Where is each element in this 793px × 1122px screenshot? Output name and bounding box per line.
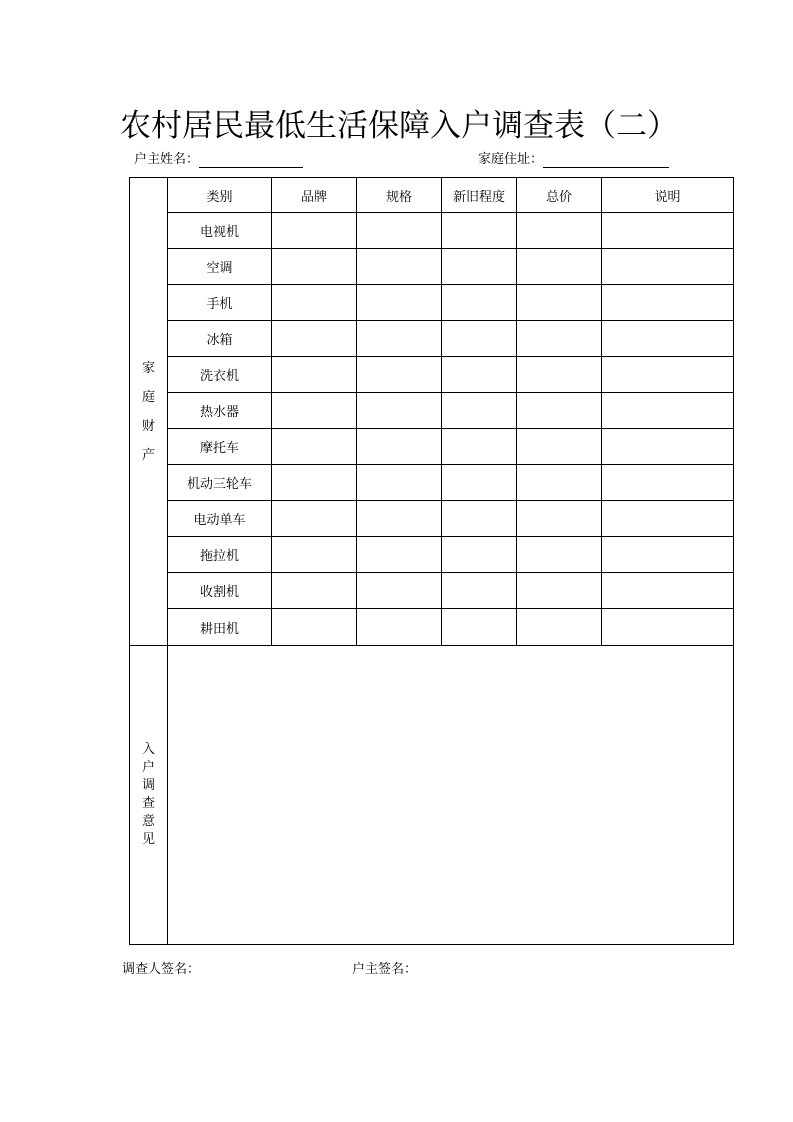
notes-cell[interactable] xyxy=(602,429,734,465)
condition-cell[interactable] xyxy=(442,213,517,249)
item-label: 热水器 xyxy=(168,393,272,429)
condition-cell[interactable] xyxy=(442,249,517,285)
item-label: 冰箱 xyxy=(168,321,272,357)
notes-cell[interactable] xyxy=(602,393,734,429)
total-price-cell[interactable] xyxy=(517,357,602,393)
owner-signature-label: 户主签名： xyxy=(352,962,418,977)
item-label: 收割机 xyxy=(168,573,272,609)
spec-cell[interactable] xyxy=(357,393,442,429)
condition-cell[interactable] xyxy=(442,357,517,393)
brand-cell[interactable] xyxy=(272,573,357,609)
item-label: 拖拉机 xyxy=(168,537,272,573)
notes-cell[interactable] xyxy=(602,609,734,646)
table-row xyxy=(130,573,734,609)
table-row xyxy=(130,213,734,249)
brand-cell[interactable] xyxy=(272,465,357,501)
brand-cell[interactable] xyxy=(272,249,357,285)
total-price-cell[interactable] xyxy=(517,573,602,609)
brand-cell[interactable] xyxy=(272,609,357,646)
investigator-signature-label: 调查人签名： xyxy=(122,962,201,977)
column-header-notes: 说明 xyxy=(602,178,734,213)
spec-cell[interactable] xyxy=(357,429,442,465)
notes-cell[interactable] xyxy=(602,573,734,609)
column-header-category: 类别 xyxy=(168,178,272,213)
survey-table xyxy=(129,177,734,945)
address-field xyxy=(478,152,669,168)
owner-name-blank[interactable] xyxy=(199,153,303,168)
notes-cell[interactable] xyxy=(602,321,734,357)
brand-cell[interactable] xyxy=(272,321,357,357)
total-price-cell[interactable] xyxy=(517,537,602,573)
condition-cell[interactable] xyxy=(442,573,517,609)
item-label: 洗衣机 xyxy=(168,357,272,393)
brand-cell[interactable] xyxy=(272,285,357,321)
item-label: 机动三轮车 xyxy=(168,465,272,501)
spec-cell[interactable] xyxy=(357,249,442,285)
item-label: 摩托车 xyxy=(168,429,272,465)
spec-cell[interactable] xyxy=(357,213,442,249)
total-price-cell[interactable] xyxy=(517,249,602,285)
owner-name-label: 户主姓名： xyxy=(134,152,200,167)
notes-cell[interactable] xyxy=(602,537,734,573)
address-blank[interactable] xyxy=(543,153,669,168)
column-header-brand: 品牌 xyxy=(272,178,357,213)
column-header-total-price: 总价 xyxy=(517,178,602,213)
page-title: 农村居民最低生活保障入户调查表（二） xyxy=(120,108,678,144)
brand-cell[interactable] xyxy=(272,357,357,393)
column-header-condition: 新旧程度 xyxy=(442,178,517,213)
table-row xyxy=(130,465,734,501)
table-row xyxy=(130,249,734,285)
owner-name-field xyxy=(134,152,303,168)
section-label-household-assets: 家 庭 财 产 xyxy=(130,178,168,646)
opinion-text-area[interactable] xyxy=(168,646,734,945)
condition-cell[interactable] xyxy=(442,465,517,501)
condition-cell[interactable] xyxy=(442,501,517,537)
item-label: 手机 xyxy=(168,285,272,321)
brand-cell[interactable] xyxy=(272,537,357,573)
total-price-cell[interactable] xyxy=(517,465,602,501)
notes-cell[interactable] xyxy=(602,501,734,537)
brand-cell[interactable] xyxy=(272,429,357,465)
spec-cell[interactable] xyxy=(357,321,442,357)
condition-cell[interactable] xyxy=(442,393,517,429)
total-price-cell[interactable] xyxy=(517,285,602,321)
notes-cell[interactable] xyxy=(602,357,734,393)
spec-cell[interactable] xyxy=(357,357,442,393)
table-row xyxy=(130,537,734,573)
total-price-cell[interactable] xyxy=(517,501,602,537)
spec-cell[interactable] xyxy=(357,465,442,501)
brand-cell[interactable] xyxy=(272,501,357,537)
table-row xyxy=(130,393,734,429)
section-label-survey-opinion: 入 户 调 查 意 见 xyxy=(130,646,168,945)
column-header-spec: 规格 xyxy=(357,178,442,213)
spec-cell[interactable] xyxy=(357,285,442,321)
table-row xyxy=(130,501,734,537)
condition-cell[interactable] xyxy=(442,321,517,357)
spec-cell[interactable] xyxy=(357,573,442,609)
item-label: 电动单车 xyxy=(168,501,272,537)
total-price-cell[interactable] xyxy=(517,321,602,357)
condition-cell[interactable] xyxy=(442,285,517,321)
total-price-cell[interactable] xyxy=(517,393,602,429)
condition-cell[interactable] xyxy=(442,537,517,573)
notes-cell[interactable] xyxy=(602,285,734,321)
table-row xyxy=(130,429,734,465)
opinion-row xyxy=(130,646,734,945)
table-header-row xyxy=(130,178,734,213)
item-label: 耕田机 xyxy=(168,609,272,646)
table-row xyxy=(130,321,734,357)
item-label: 空调 xyxy=(168,249,272,285)
notes-cell[interactable] xyxy=(602,465,734,501)
condition-cell[interactable] xyxy=(442,609,517,646)
table-row xyxy=(130,357,734,393)
notes-cell[interactable] xyxy=(602,213,734,249)
spec-cell[interactable] xyxy=(357,537,442,573)
brand-cell[interactable] xyxy=(272,213,357,249)
table-row xyxy=(130,609,734,646)
table-row xyxy=(130,285,734,321)
brand-cell[interactable] xyxy=(272,393,357,429)
total-price-cell[interactable] xyxy=(517,429,602,465)
total-price-cell[interactable] xyxy=(517,609,602,646)
spec-cell[interactable] xyxy=(357,609,442,646)
spec-cell[interactable] xyxy=(357,501,442,537)
notes-cell[interactable] xyxy=(602,249,734,285)
item-label: 电视机 xyxy=(168,213,272,249)
condition-cell[interactable] xyxy=(442,429,517,465)
address-label: 家庭住址： xyxy=(478,152,544,167)
total-price-cell[interactable] xyxy=(517,213,602,249)
